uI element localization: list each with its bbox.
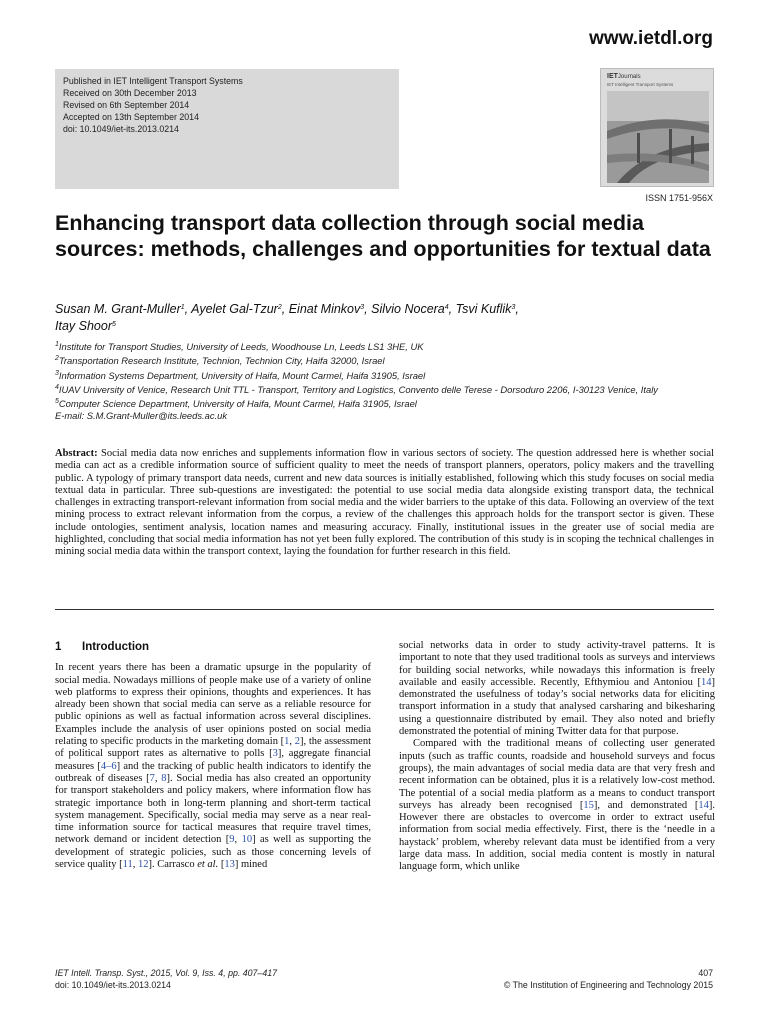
abstract — [55, 448, 714, 559]
section-heading — [55, 641, 371, 653]
affiliation-item: $^3$Information Systems Department, University of Haifa, Mount Carmel, Haifa 31905, Israel — [55, 369, 426, 381]
author-affiliation-mark: 3 — [360, 304, 365, 311]
contact-email[interactable]: E-mail: S.M.Grant-Muller@its.leeds.ac.uk — [55, 410, 228, 422]
footer-citation — [55, 967, 277, 991]
citation-reference-link[interactable]: 4–6 — [100, 760, 117, 772]
paper-title: Enhancing transport data collection through social media sources: methods, challenges and opportunities for textual data — [55, 211, 711, 261]
author-name: Itay Shoor — [55, 319, 112, 333]
accepted-date-line: Accepted on 13th September 2014 — [63, 112, 199, 122]
author-affiliation-mark: 4 — [444, 304, 449, 311]
citation-reference-link[interactable]: 14 — [701, 676, 712, 688]
author-affiliation-mark: 1 — [180, 304, 185, 311]
author-name: Ayelet Gal-Tzur — [191, 302, 278, 316]
issn-label: ISSN 1751-956X — [645, 193, 713, 203]
citation-reference-link[interactable]: 11 — [122, 859, 133, 871]
published-in-line: Published in IET Intelligent Transport Systems — [63, 76, 243, 86]
doi-line: doi: 10.1049/iet-its.2013.0214 — [63, 124, 179, 134]
citation-reference-link[interactable]: 7 — [149, 772, 155, 784]
citation-line: IET Intell. Transp. Syst., 2015, Vol. 9, Iss. 4, pp. 407–417 — [55, 968, 277, 978]
section-title: Introduction — [82, 641, 150, 653]
citation-reference-link[interactable]: 13 — [224, 859, 235, 871]
abstract-label: Abstract: — [55, 448, 98, 459]
abstract-divider — [55, 609, 714, 610]
cover-brand: IETJournals — [607, 73, 641, 80]
text-column-right — [399, 640, 715, 874]
page-number: 407 — [698, 968, 713, 978]
citation-reference-link[interactable]: 2 — [294, 736, 300, 748]
body-paragraph: In recent years there has been a dramatic upsurge in the popularity of social media. Nowadays millions of people make use of a variety of online web platforms to express their opinions, thoughts and experiences. It has already been shown that social media can serve as a reliable resource for public opinions as well as factual information across several disciplines. Examples include the analysis of user opinions posted on social media relating to specific products in the marketing domain [1, 2], the assessment of political support rates as alternative to polls [3], aggregate financial measures [4–6] and the tracking of public health indicators to identify the outbreak of diseases [7, 8]. Social media has also created an opportunity for transport stakeholders and policy makers, where information flow has strategic importance both in long-term planning and short-term tactical system management. Specifically, social media may serve as a near real-time information source for tactical measures that require travel times, network demand or incident detection [9, 10] as well as supporting the development of strategic policies, such as those concerning levels of service quality [11, 12]. Carrasco et al. [13] mined — [55, 662, 372, 871]
cover-journal-name: IET Intelligent Transport Systems — [607, 82, 674, 87]
citation-reference-link[interactable]: 9 — [229, 834, 235, 846]
revised-date-line: Revised on 6th September 2014 — [63, 100, 190, 110]
journal-cover-thumbnail — [600, 68, 714, 187]
copyright-notice: © The Institution of Engineering and Technology 2015 — [503, 980, 713, 990]
citation-reference-link[interactable]: 1 — [284, 736, 290, 748]
citation-reference-link[interactable]: 10 — [241, 834, 253, 846]
author-affiliation-mark: 2 — [277, 304, 282, 311]
author-list: Susan M. Grant-Muller$^1$, Ayelet Gal-Tzur$^2$, Einat Minkov$^3$, Silvio Nocera$^4$, Tsvi Kuflik$^3$, Itay Shoor$^5$ — [55, 302, 519, 333]
affiliation-item: $^5$Computer Science Department, University of Haifa, Mount Carmel, Haifa 31905, Israel — [55, 398, 417, 410]
text-column-left — [55, 640, 371, 871]
italic-text: et al. — [197, 859, 219, 871]
author-name: Einat Minkov — [288, 302, 361, 316]
affiliation-item: $^2$Transportation Research Institute, Technion, Technion City, Haifa 32000, Israel — [55, 355, 385, 367]
body-paragraph: Compared with the traditional means of collecting user generated inputs (such as traffic counts, roadside and household surveys and focus groups), the main advantages of social media data are that very fresh and recent information can be obtained, plus it is a relatively low-cost method. The potential of a social media platform as a means to conduct transport surveys has already been recognised [15], and demonstrated [14]. However there are obstacles to overcome in order to extract useful information from social media effectively. First, there is the ‘needle in a haystack’ problem, whereby relevant data must be identified from a very large data mass. In addition, social media content is mostly in natural language form, which unlike — [399, 738, 715, 873]
author-affiliation-mark: 5 — [111, 321, 116, 328]
citation-reference-link[interactable]: 12 — [138, 859, 149, 871]
section-number: 1 — [55, 641, 62, 653]
author-name: Susan M. Grant-Muller — [55, 302, 181, 316]
affiliation-item: $^1$Institute for Transport Studies, University of Leeds, Woodhouse Ln, Leeds LS1 3HE, UK — [55, 341, 424, 352]
citation-reference-link[interactable]: 14 — [698, 799, 709, 811]
author-name: Tsvi Kuflik — [455, 302, 512, 316]
author-affiliation-mark: 3 — [511, 304, 516, 311]
author-name: Silvio Nocera — [371, 302, 445, 316]
journal-site-url[interactable]: www.ietdl.org — [589, 28, 713, 49]
citation-reference-link[interactable]: 15 — [583, 799, 594, 811]
footer-doi: doi: 10.1049/iet-its.2013.0214 — [55, 980, 171, 990]
received-date-line: Received on 30th December 2013 — [63, 88, 197, 98]
citation-reference-link[interactable]: 8 — [161, 772, 167, 784]
footer-page-info — [504, 967, 713, 991]
publication-info-box — [55, 69, 399, 189]
affiliation-item: $^4$IUAV University of Venice, Research Unit TTL - Transport, Territory and Logistics, Convento delle Terese - Dorsoduro 2206, I-30123 Venice, Italy — [55, 383, 658, 395]
body-paragraph: social networks data in order to study activity-travel patterns. It is important to note that they used traditional tools as surveys and interviews for building social networks, while nowadays this information is freely available and easily accessible. Recently, Efthymiou and Antoniou [14] demonstrated the usefulness of today’s social networks data for eliciting transport information in a study that analysed carsharing and bikesharing using a questionnaire distributed by email. They also noted and briefly demonstrated the potential of mining Twitter data for that purpose. — [399, 640, 715, 738]
abstract-text: Social media data now enriches and supplements information flow in various sectors of society. The question addressed here is whether social media can act as a credible information source of sufficient quality to meet the needs of transport planners, operators, policy makers and the travelling public. A typology of primary transport data needs, current and new data sources is initially established, following which this study focuses on social media textual data in particular. Three sub-questions are investigated: the potential to use social media data alongside existing transport data, the technical challenges in extracting transport-relevant information from social media and the wider barriers to the uptake of this data. Following an overview of the text mining process to extract relevant information from the corpus, a review of the challenges this approach holds for the transport sector is given. These include ontologies, sentiment analysis, location names and measuring accuracy. Finally, institutional issues in the greater use of social media are highlighted, concluding that social media information has not yet been fully explored. The contribution of this study is in scoping the technical challenges in mining social media data within the transport context, laying the foundation for further research in this field. — [55, 448, 715, 558]
highway-interchange-photo — [607, 91, 709, 183]
citation-reference-link[interactable]: 3 — [272, 748, 278, 760]
affiliation-list — [55, 339, 715, 423]
